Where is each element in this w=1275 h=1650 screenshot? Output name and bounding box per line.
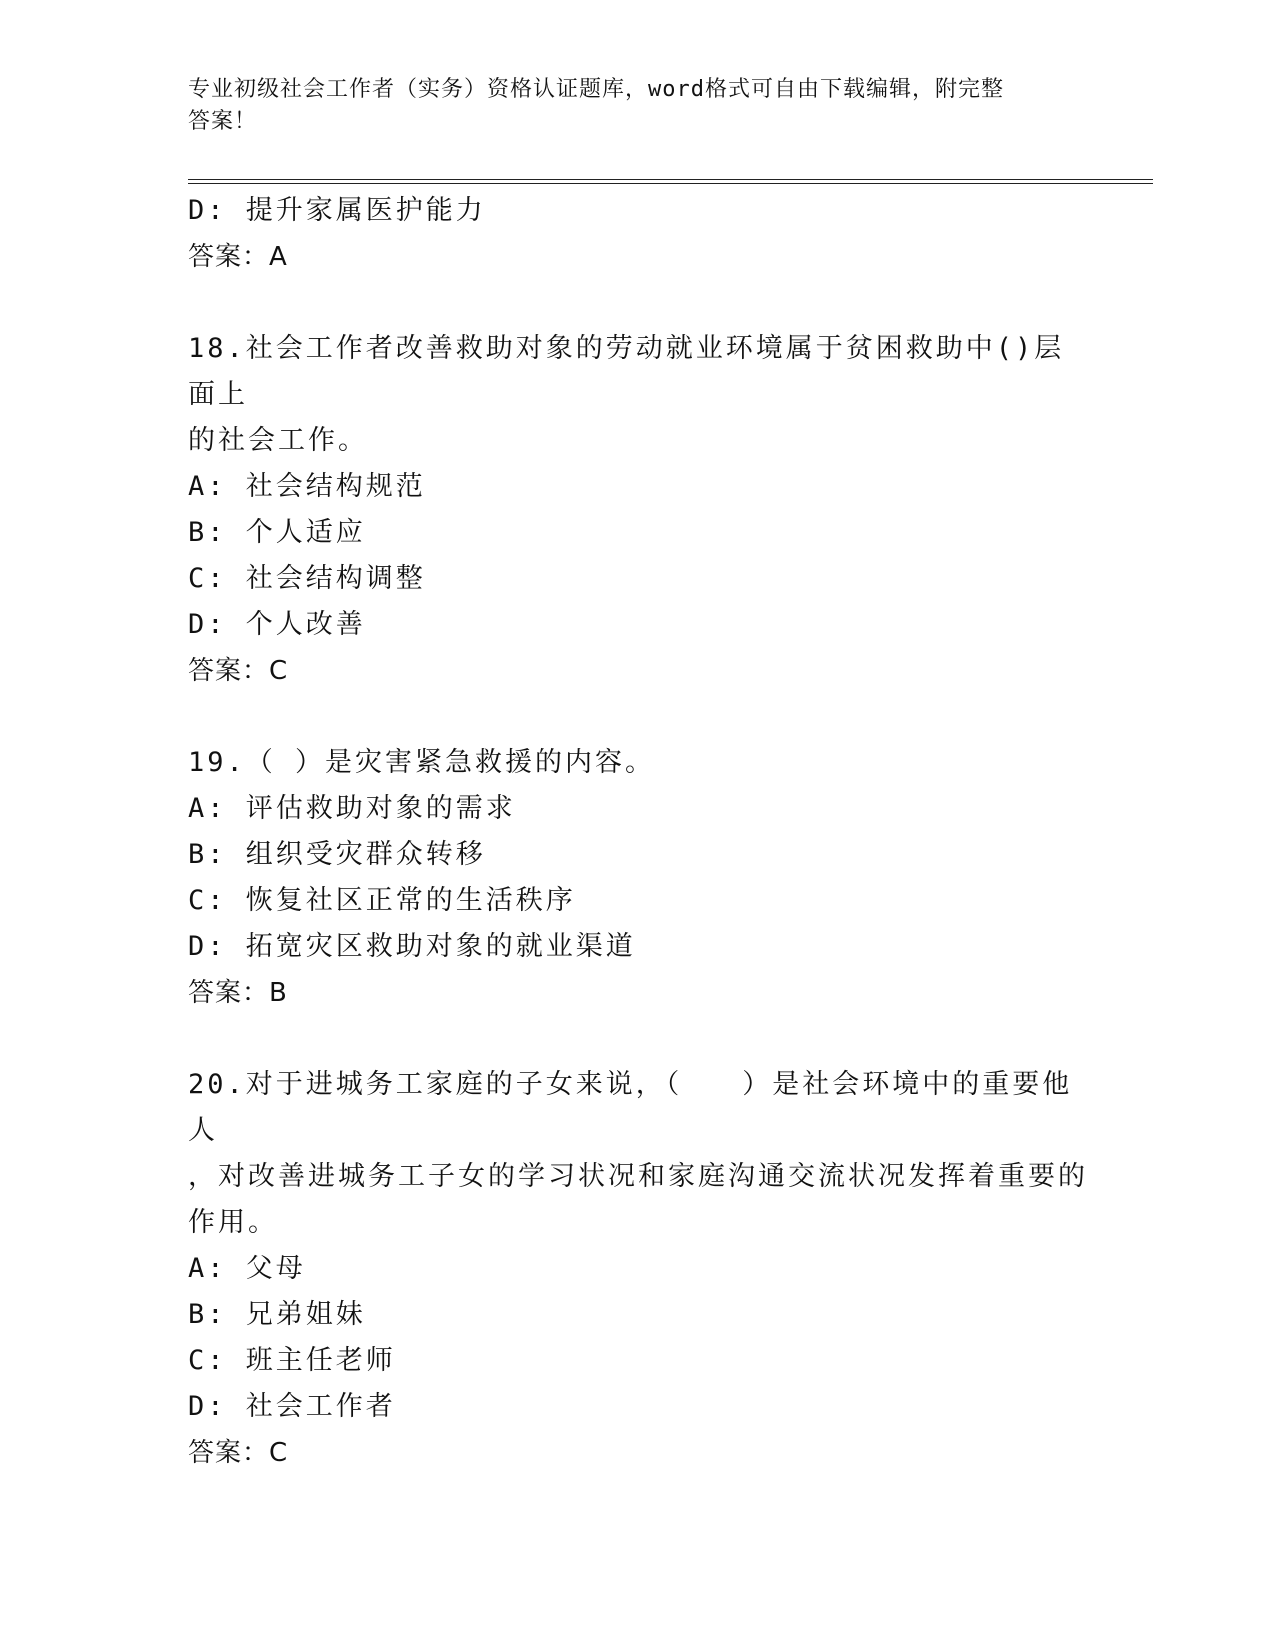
header-line-1: 专业初级社会工作者（实务）资格认证题库，word格式可自由下载编辑，附完整 (188, 77, 1004, 102)
header-line-2: 答案！ (188, 109, 258, 134)
option-c: C: 社会结构调整 (188, 563, 426, 594)
question-stem-line-1: 20.对于进城务工家庭的子女来说，（ ）是社会环境中的重要他人 (188, 1069, 1073, 1146)
question-stem-line-2: ，对改善进城务工子女的学习状况和家庭沟通交流状况发挥着重要的 (188, 1161, 1088, 1192)
header-divider-thin (188, 183, 1153, 184)
question-19 (188, 740, 1088, 1016)
question-list (188, 188, 1088, 1476)
question-stem-line-2: 的社会工作。 (188, 425, 368, 456)
option-a: A: 社会结构规范 (188, 471, 426, 502)
header-divider-thick (188, 179, 1153, 180)
option-a: A: 父母 (188, 1253, 306, 1284)
question-stem-line-1: 19.（ ）是灾害紧急救援的内容。 (188, 747, 656, 778)
question-stem-line-1: 18.社会工作者改善救助对象的劳动就业环境属于贫困救助中()层面上 (188, 333, 1065, 410)
option-d: D: 拓宽灾区救助对象的就业渠道 (188, 931, 636, 962)
option-d: D: 提升家属医护能力 (188, 195, 486, 226)
question-stem-line-3: 作用。 (188, 1207, 278, 1238)
page-header (188, 74, 1068, 138)
option-b: B: 个人适应 (188, 517, 366, 548)
option-d: D: 社会工作者 (188, 1391, 396, 1422)
option-c: C: 班主任老师 (188, 1345, 396, 1376)
option-d: D: 个人改善 (188, 609, 366, 640)
option-b: B: 兄弟姐妹 (188, 1299, 366, 1330)
answer-line: 答案：C (188, 1438, 289, 1468)
question-17-tail (188, 188, 1088, 280)
option-c: C: 恢复社区正常的生活秩序 (188, 885, 576, 916)
option-a: A: 评估救助对象的需求 (188, 793, 516, 824)
question-18 (188, 326, 1088, 694)
answer-line: 答案：B (188, 978, 288, 1008)
option-b: B: 组织受灾群众转移 (188, 839, 486, 870)
answer-line: 答案：A (188, 242, 288, 272)
answer-line: 答案：C (188, 656, 289, 686)
question-20 (188, 1062, 1088, 1476)
